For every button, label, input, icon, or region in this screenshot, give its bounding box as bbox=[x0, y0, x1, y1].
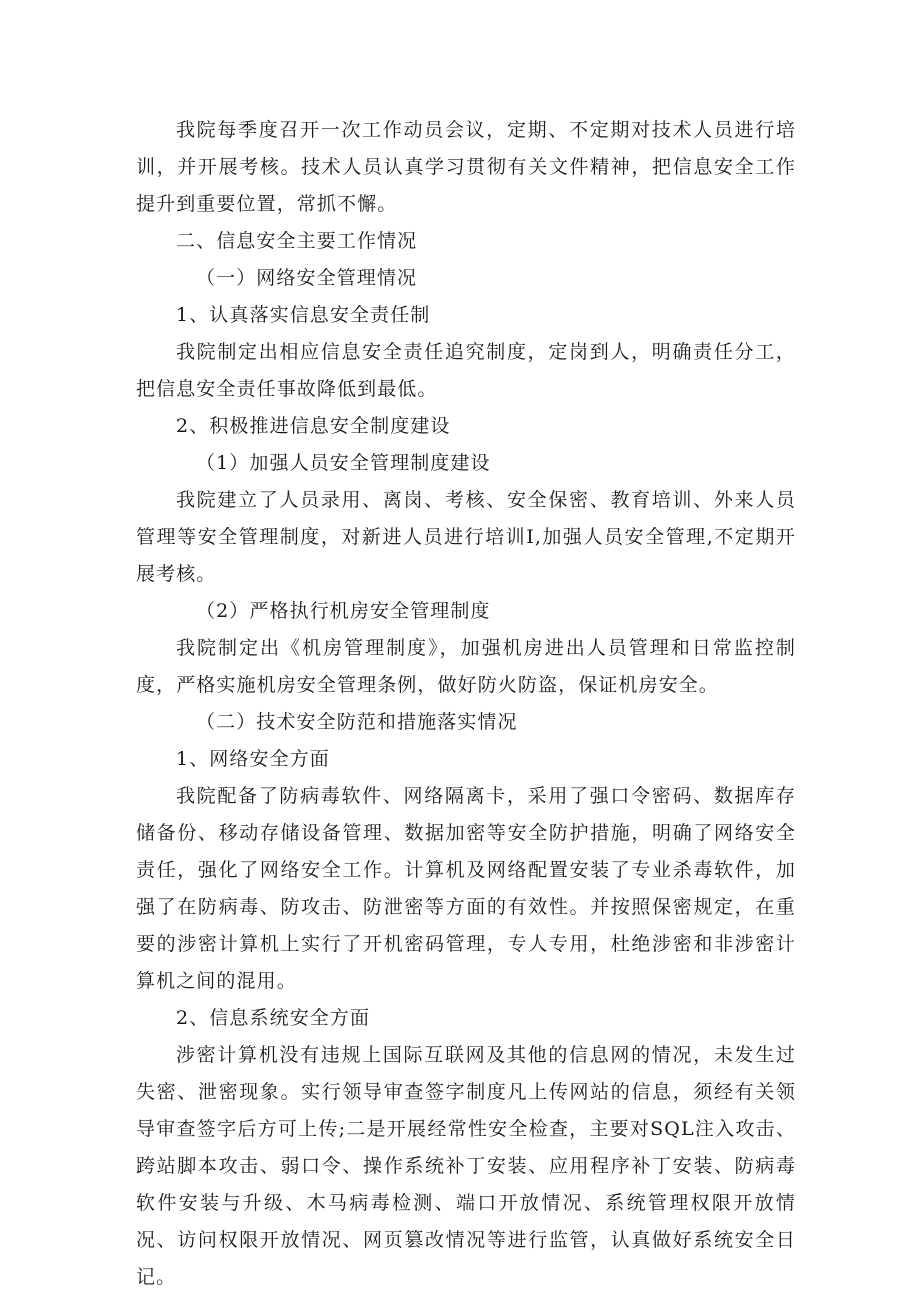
paragraph-personnel: 我院建立了人员录用、离岗、考核、安全保密、教育培训、外来人员管理等安全管理制度，对新进人员进行培训I,加强人员安全管理,不定期开展考核。 bbox=[136, 489, 796, 585]
subitem-heading-personnel: （1）加强人员安全管理制度建设 bbox=[196, 452, 491, 474]
subsection-heading-technical-security: （二）技术安全防范和措施落实情况 bbox=[196, 711, 518, 733]
paragraph-training: 我院每季度召开一次工作动员会议，定期、不定期对技术人员进行培训，并开展考核。技术人员认真学习贯彻有关文件精神，把信息安全工作提升到重要位置，常抓不懈。 bbox=[136, 119, 796, 215]
item-heading-information-system: 2、信息系统安全方面 bbox=[176, 1007, 371, 1029]
subsection-heading-network-management: （一）网络安全管理情况 bbox=[196, 267, 418, 289]
item-heading-system-building: 2、积极推进信息安全制度建设 bbox=[176, 415, 451, 437]
paragraph-network-security: 我院配备了防病毒软件、网络隔离卡，采用了强口令密码、数据库存储备份、移动存储设备管理、数据加密等安全防护措施，明确了网络安全责任，强化了网络安全工作。计算机及网络配置安装了专业杀毒软件，加强了在防病毒、防攻击、防泄密等方面的有效性。并按照保密规定，在重要的涉密计算机上实行了开机密码管理，专人专用，杜绝涉密和非涉密计算机之间的混用。 bbox=[136, 785, 796, 992]
item-heading-responsibility: 1、认真落实信息安全责任制 bbox=[176, 304, 431, 326]
document-body bbox=[136, 112, 796, 1296]
item-heading-network-security: 1、网络安全方面 bbox=[176, 748, 330, 770]
subitem-heading-server-room: （2）严格执行机房安全管理制度 bbox=[196, 600, 491, 622]
section-heading-main-work: 二、信息安全主要工作情况 bbox=[176, 230, 418, 252]
paragraph-server-room: 我院制定出《机房管理制度》，加强机房进出人员管理和日常监控制度，严格实施机房安全管理条例，做好防火防盗，保证机房安全。 bbox=[136, 637, 796, 696]
paragraph-information-system: 涉密计算机没有违规上国际互联网及其他的信息网的情况，未发生过失密、泄密现象。实行领导审查签字制度凡上传网站的信息，须经有关领导审查签字后方可上传;二是开展经常性安全检查，主要对SQL注入攻击、跨站脚本攻击、弱口令、操作系统补丁安装、应用程序补丁安装、防病毒软件安装与升级、木马病毒检测、端口开放情况、系统管理权限开放情况、访问权限开放情况、网页篡改情况等进行监管，认真做好系统安全日记。 bbox=[136, 1044, 796, 1288]
paragraph-responsibility: 我院制定出相应信息安全责任追究制度，定岗到人，明确责任分工，把信息安全责任事故降低到最低。 bbox=[136, 341, 796, 400]
